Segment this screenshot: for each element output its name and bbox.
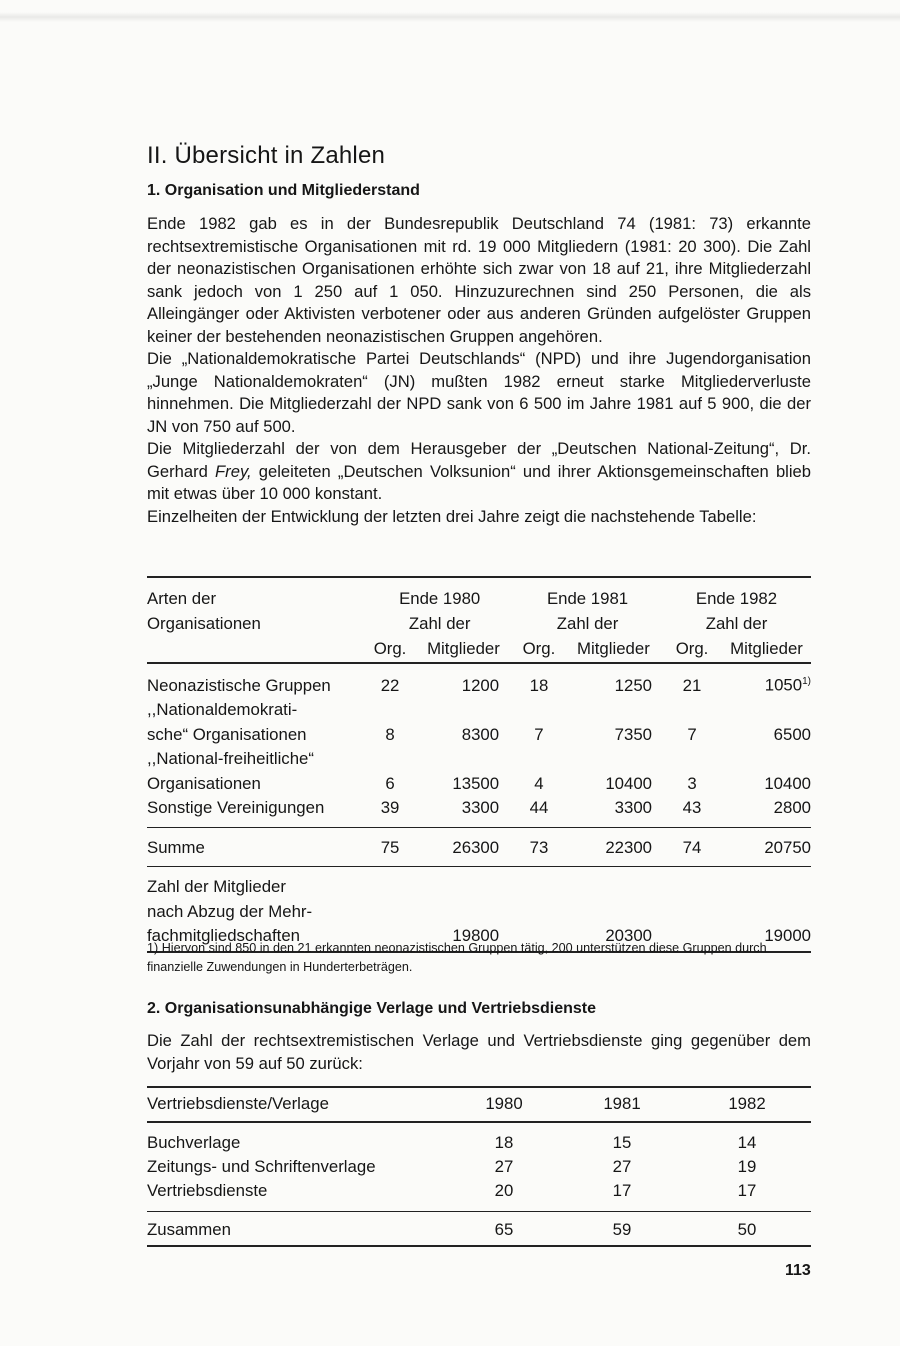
- subheader-mitglieder: Mitglieder: [565, 636, 662, 663]
- publisher-table: [147, 1086, 811, 1247]
- sum-row: Summe 75 26300 73 22300 74 20750: [147, 827, 811, 867]
- section2-body: [147, 1030, 811, 1075]
- paragraph-5: Die Zahl der rechtsextremistischen Verlage und Vertriebsdienste ging gegenüber dem Vorjahr von 59 auf 50 zurück:: [147, 1031, 811, 1073]
- paragraph-1: Ende 1982 gab es in der Bundesrepublik Deutschland 74 (1981: 73) erkannte rechtsextremistische Organisationen mit rd. 19 000 Mitgliedern (1981: 20 300). Die Zahl der neonazistischen Organisationen erhöhte sich zwar von 18 auf 21, ihre Mitgliederzahl sank jedoch von 1 250 auf 1 050. Hinzuzurechnen sind 250 Personen, die als Alleingänger oder Aktivisten verbotener oder aus anderen Gründen aufgelöster Gruppen keiner der bestehenden neonazistischen Gruppen angehören.: [147, 214, 811, 346]
- table-row: Neonazistische Gruppen 22 1200 18 1250 21 1050$^{1)}$: [147, 675, 811, 695]
- organisation-table: [147, 576, 811, 953]
- footnote-text: Hiervon sind 850 in den 21 erkannten neonazistischen Gruppen tätig, 200 unterstützen diese Gruppen durch finanzielle Zuwendungen in Hunderterbeträgen.: [147, 941, 767, 974]
- table-row: Buchverlage 18 15 14: [147, 1133, 757, 1152]
- table-row: ,,Nationaldemokrati- sche“ Organisationen 8 8300 7 7350 7 6500: [147, 700, 811, 744]
- total-row: Zusammen 65 59 50: [147, 1212, 811, 1247]
- col-header-type: Arten der Organisationen: [147, 577, 366, 636]
- table-row: Vertriebsdienste 20 17 17: [147, 1181, 757, 1200]
- net-members-row: Zahl der Mitglieder nach Abzug der Mehr- fachmitgliedschaften 19800 20300 19000: [147, 867, 811, 952]
- table-row: ,,National-freiheitliche“ Organisationen 6 13500 4 10400 3 10400: [147, 749, 811, 793]
- subheader-mitglieder: Mitglieder: [722, 636, 811, 663]
- section-heading-2: 2. Organisationsunabhängige Verlage und Vertriebsdienste: [147, 1000, 597, 1017]
- footnote: [147, 939, 811, 977]
- subheader-row: [147, 636, 811, 663]
- subheader-org: Org.: [366, 636, 414, 663]
- subheader-mitglieder: Mitglieder: [414, 636, 513, 663]
- col-header-1982: Ende 1982 Zahl der: [662, 577, 811, 636]
- paragraph-3: [147, 438, 811, 506]
- section-heading-1: 1. Organisation und Mitgliederstand: [147, 182, 420, 199]
- section1-body: [147, 213, 811, 528]
- table-header-row: Vertriebsdienste/Verlage 1980 1981 1982: [147, 1087, 811, 1122]
- paragraph-3-part-a: Die Mitgliederzahl der von dem Herausgeber der „Deutschen National-Zeitung“, Dr. Gerhard: [147, 439, 811, 481]
- paragraph-4: Einzelheiten der Entwicklung der letzten drei Jahre zeigt die nachstehende Tabelle:: [147, 506, 757, 526]
- subheader-org: Org.: [513, 636, 565, 663]
- table-row: Zeitungs- und Schriftenverlage 27 27 19: [147, 1157, 757, 1176]
- col-header-1981: Ende 1981 Zahl der: [513, 577, 662, 636]
- page-number: 113: [785, 1262, 811, 1279]
- scan-artifact: [0, 12, 900, 22]
- paragraph-3-part-b: geleiteten „Deutschen Volksunion“ und ihrer Aktionsgemeinschaften blieb mit etwas über 10 000 konstant.: [147, 461, 811, 503]
- chapter-title: II. Übersicht in Zahlen: [147, 142, 386, 169]
- subheader-org: Org.: [662, 636, 722, 663]
- name-frey: Frey,: [215, 461, 252, 481]
- paragraph-2: Die „Nationaldemokratische Partei Deutschlands“ (NPD) und ihre Jugendorganisation „Junge Nationaldemokraten“ (JN) mußten 1982 erneut starke Mitgliederverluste hinnehmen. Die Mitgliederzahl der NPD sank von 6 500 im Jahre 1981 auf 5 900, die der JN von 750 auf 500.: [147, 349, 811, 436]
- table-row: Sonstige Vereinigungen 39 3300 44 3300 43 2800: [147, 798, 811, 818]
- col-header-1980: Ende 1980 Zahl der: [366, 577, 513, 636]
- footnote-ref: 1): [802, 676, 811, 687]
- footnote-marker: 1): [147, 941, 159, 955]
